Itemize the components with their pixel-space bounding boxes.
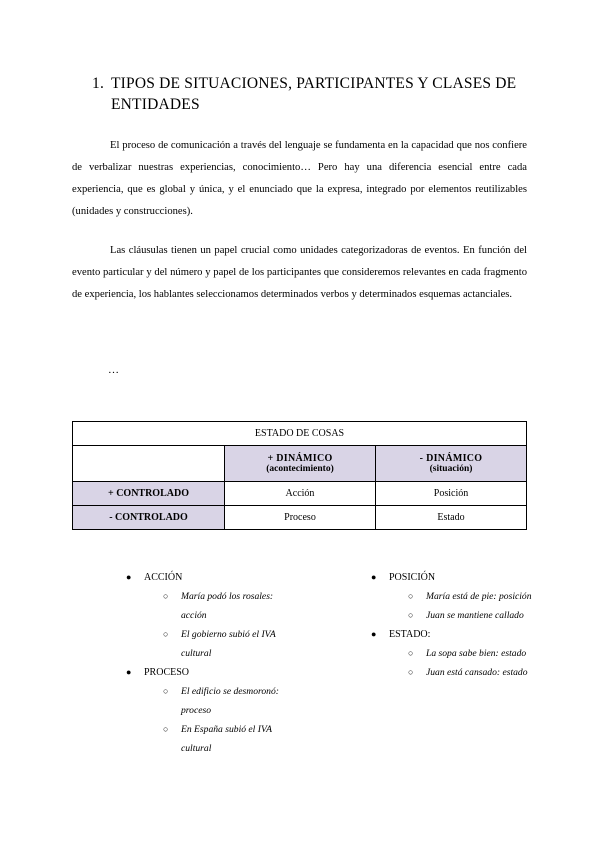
row-minus-controlled-label: - CONTROLADO	[73, 506, 225, 530]
paragraph-2-text: Las cláusulas tienen un papel crucial como unidades categorizadoras de eventos. En función del evento particular y del número y papel de los participantes que consideremos relevantes en cada fragmento de experiencia, los hablantes seleccionamos determinados verbos y determinados esquemas actanciales.	[72, 245, 527, 300]
cell-posicion: Posición	[376, 482, 527, 506]
ellipsis: …	[108, 364, 119, 376]
paragraph-1-text: El proceso de comunicación a través del lenguaje se fundamenta en la capacidad que nos confiere de verbalizar nuestras experiencias, conocimiento… Pero hay una diferencia esencial entre cada experiencia, que es global y única, y el enunciado que la expresa, integrado por elementos reutilizables (unidades y construcciones).	[72, 140, 527, 217]
examples-list-left	[126, 568, 326, 758]
sub-bullet-icon: ○	[408, 648, 414, 658]
example-text: María está de pie: posición	[426, 591, 532, 602]
sub-list-item	[371, 587, 571, 606]
sub-list-item	[126, 587, 326, 625]
example-text: Juan está cansado: estado	[426, 667, 528, 678]
sub-bullet-icon: ○	[163, 591, 169, 601]
table-title: ESTADO DE COSAS	[73, 422, 527, 446]
heading-text: TIPOS DE SITUACIONES, PARTICIPANTES Y CLASES DE ENTIDADES	[111, 75, 517, 113]
example-text: El edificio se desmoronó: proceso	[181, 686, 279, 716]
example-text: En España subió el IVA cultural	[181, 724, 272, 754]
list-item	[126, 568, 326, 587]
bullet-icon: ●	[371, 572, 377, 582]
example-text: La sopa sabe bien: estado	[426, 648, 527, 659]
cell-estado: Estado	[376, 506, 527, 530]
sub-bullet-icon: ○	[163, 686, 169, 696]
sub-list-item	[371, 644, 571, 663]
sub-bullet-icon: ○	[163, 629, 169, 639]
table-empty-corner	[73, 446, 225, 482]
states-of-affairs-table	[72, 421, 527, 530]
header-minus-dynamic	[376, 446, 527, 482]
header-minus-dynamic-sub: (situación)	[429, 464, 473, 474]
list-item-label: PROCESO	[144, 667, 190, 678]
sub-list-item	[126, 682, 326, 720]
cell-proceso: Proceso	[225, 506, 376, 530]
list-item-label: POSICIÓN	[389, 572, 436, 583]
list-item	[371, 568, 571, 587]
list-item	[126, 663, 326, 682]
example-text: Juan se mantiene callado	[426, 610, 524, 621]
header-plus-dynamic-sub: (acontecimiento)	[266, 464, 334, 474]
bullet-icon: ●	[126, 572, 132, 582]
cell-accion: Acción	[225, 482, 376, 506]
bullet-icon: ●	[371, 629, 377, 639]
heading-number: 1.	[92, 75, 105, 92]
list-item	[371, 625, 571, 644]
sub-bullet-icon: ○	[163, 724, 169, 734]
sub-list-item	[126, 625, 326, 663]
list-item-label: ACCIÓN	[144, 572, 183, 583]
bullet-icon: ●	[126, 667, 132, 677]
paragraph-2	[72, 240, 527, 306]
example-text: María podó los rosales: acción	[181, 591, 274, 621]
paragraph-1	[72, 135, 527, 223]
list-item-label: ESTADO:	[389, 629, 431, 640]
row-plus-controlled-label: + CONTROLADO	[73, 482, 225, 506]
header-plus-dynamic	[225, 446, 376, 482]
sub-list-item	[371, 606, 571, 625]
sub-bullet-icon: ○	[408, 610, 414, 620]
sub-bullet-icon: ○	[408, 591, 414, 601]
sub-list-item	[126, 720, 326, 758]
sub-bullet-icon: ○	[408, 667, 414, 677]
example-text: El gobierno subió el IVA cultural	[181, 629, 276, 659]
header-minus-dynamic-label: - DINÁMICO	[419, 453, 483, 464]
examples-list-right	[371, 568, 571, 682]
header-plus-dynamic-label: + DINÁMICO	[267, 453, 333, 464]
sub-list-item	[371, 663, 571, 682]
